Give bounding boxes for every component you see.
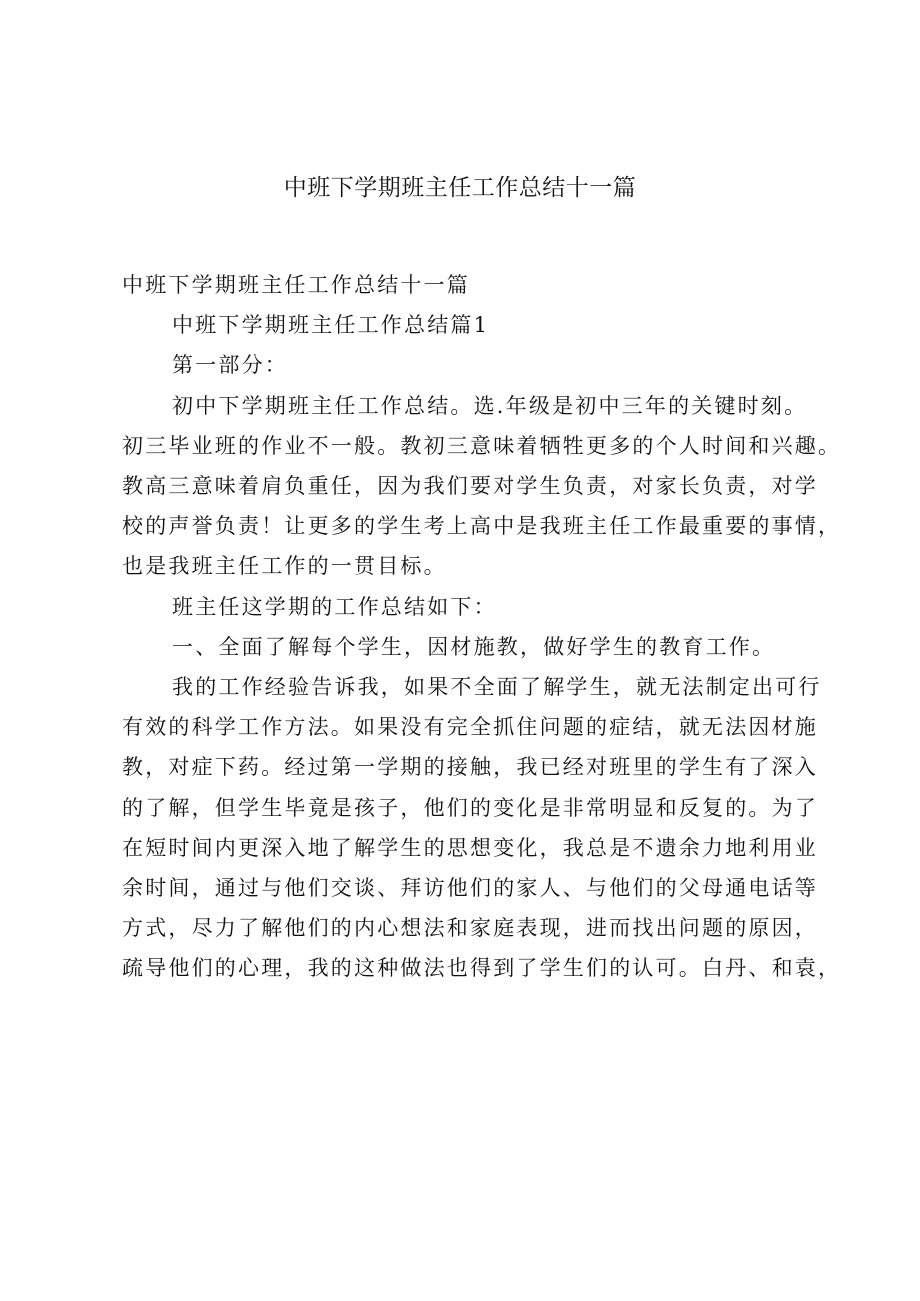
part-heading: 第一部分： [172, 353, 288, 378]
body-line: 初中下学期班主任工作总结。选.年级是初中三年的关键时刻。 [172, 393, 808, 418]
body-line: 校的声誉负责！让更多的学生考上高中是我班主任工作最重要的事情， [122, 514, 842, 539]
body-line: 我的工作经验告诉我，如果不全面了解学生，就无法制定出可行 [172, 675, 822, 700]
body-line: 的了解，但学生毕竟是孩子，他们的变化是非常明显和反复的。为了 [122, 795, 818, 820]
body-line: 教高三意味着肩负重任，因为我们要对学生负责，对家长负责，对学 [122, 474, 818, 499]
document-body [122, 265, 842, 989]
body-line: 余时间，通过与他们交谈、拜访他们的家人、与他们的父母通电话等 [122, 876, 818, 901]
document-title: 中班下学期班主任工作总结十一篇 [283, 175, 637, 201]
body-line: 初三毕业班的作业不一般。教初三意味着牺牲更多的个人时间和兴趣。 [122, 433, 842, 458]
body-line: 有效的科学工作方法。如果没有完全抓住问题的症结，就无法因材施 [122, 715, 818, 740]
body-line: 班主任这学期的工作总结如下： [172, 594, 497, 619]
body-line: 疏导他们的心理，我的这种做法也得到了学生们的认可。白丹、和袁， [122, 956, 842, 981]
subsection-heading: 一、全面了解每个学生，因材施教，做好学生的教育工作。 [172, 634, 776, 659]
body-line: 在短时间内更深入地了解学生的思想变化，我总是不遗余力地利用业 [122, 835, 818, 860]
body-line: 也是我班主任工作的一贯目标。 [122, 554, 447, 579]
body-line: 方式，尽力了解他们的内心想法和家庭表现，进而找出问题的原因， [122, 916, 818, 941]
body-line: 教，对症下药。经过第一学期的接触，我已经对班里的学生有了深入 [122, 755, 818, 780]
body-line: 中班下学期班主任工作总结十一篇 [122, 273, 470, 297]
section-heading: 中班下学期班主任工作总结篇1 [172, 313, 490, 338]
